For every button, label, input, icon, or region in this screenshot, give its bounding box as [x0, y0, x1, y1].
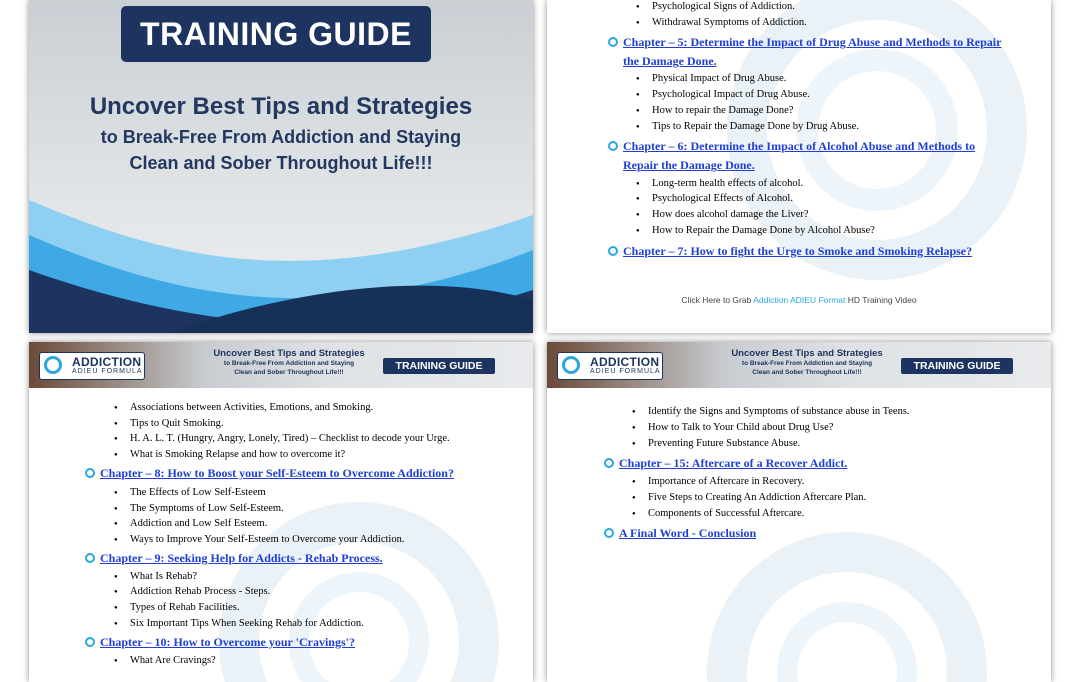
- chapter-5-link[interactable]: Chapter – 5: Determine the Impact of Drug Abuse and Methods to Repair: [623, 35, 1002, 49]
- chapter-7-entry: [608, 242, 972, 261]
- chapter-7-link[interactable]: Chapter – 7: How to fight the Urge to Smoke and Smoking Relapse?: [623, 244, 973, 258]
- logo-subtext: ADIEU FORMULA: [72, 368, 143, 375]
- list-item: ● Importance of Aftercare in Recovery.: [648, 475, 804, 489]
- list-item: ● What Are Cravings?: [130, 654, 216, 668]
- chapter-8-link[interactable]: Chapter – 8: How to Boost your Self-Esteem to Overcome Addiction?: [100, 466, 454, 480]
- banner-tag-line2: to Break-Free From Addiction and Staying: [741, 360, 873, 367]
- banner-tag-line2: to Break-Free From Addiction and Staying: [223, 360, 355, 367]
- cover-subline-1: to Break-Free From Addiction and Staying: [100, 127, 462, 147]
- chapter-10-entry: [85, 633, 355, 652]
- page-header-banner: [547, 342, 1051, 388]
- chapter-15-entry: [604, 454, 847, 473]
- list-item: ● Withdrawal Symptoms of Addiction.: [652, 16, 807, 30]
- banner-badge: TRAINING GUIDE: [901, 358, 1013, 374]
- banner-tag-line3: Clean and Sober Throughout Life!!!: [752, 369, 862, 376]
- chapter-bullet-icon: [608, 141, 618, 151]
- banner-tag-line1: Uncover Best Tips and Strategies: [731, 348, 883, 359]
- training-video-link[interactable]: [547, 295, 1051, 305]
- chapter-5-entry: [608, 33, 1001, 71]
- logo-ring-icon: [562, 356, 580, 374]
- conclusion-link[interactable]: A Final Word - Conclusion: [619, 526, 757, 540]
- cover-headline: Uncover Best Tips and Strategies: [89, 93, 473, 120]
- chapter-bullet-icon: [608, 37, 618, 47]
- list-item: ● H. A. L. T. (Hungry, Angry, Lonely, Tired) – Checklist to decode your Urge.: [130, 432, 450, 446]
- list-item: ● The Symptoms of Low Self-Esteem.: [130, 502, 284, 516]
- list-item: ● Components of Successful Aftercare.: [648, 507, 804, 521]
- cover-page: [29, 0, 533, 333]
- chapter-6-link-cont[interactable]: Repair the Damage Done.: [623, 158, 755, 172]
- list-item: ● Ways to Improve Your Self-Esteem to Overcome your Addiction.: [130, 533, 404, 547]
- logo-subtext: ADIEU FORMULA: [590, 368, 661, 375]
- banner-badge: TRAINING GUIDE: [383, 358, 495, 374]
- chapter-bullet-icon: [85, 637, 95, 647]
- list-item: ● What is Smoking Relapse and how to overcome it?: [130, 448, 345, 462]
- list-item: ● How to Talk to Your Child about Drug Use?: [648, 421, 833, 435]
- page-header-banner: [29, 342, 533, 388]
- logo-text: ADDICTION: [590, 355, 660, 369]
- chapter-9-link[interactable]: Chapter – 9: Seeking Help for Addicts - Rehab Process.: [100, 551, 383, 565]
- toc-page-2: [547, 0, 1051, 333]
- chapter-bullet-icon: [85, 468, 95, 478]
- footer-accent-link[interactable]: Addiction ADIEU Format: [753, 295, 846, 305]
- list-item: ● Addiction Rehab Process - Steps.: [130, 585, 270, 599]
- banner-tag-line1: Uncover Best Tips and Strategies: [213, 348, 365, 359]
- chapter-8-entry: [85, 464, 454, 483]
- footer-text-post: HD Training Video: [847, 295, 917, 305]
- list-item: ● Identify the Signs and Symptoms of substance abuse in Teens.: [648, 405, 910, 419]
- list-item: ● Associations between Activities, Emotions, and Smoking.: [130, 401, 373, 415]
- list-item: ● Types of Rehab Facilities.: [130, 601, 240, 615]
- chapter-9-entry: [85, 549, 383, 568]
- list-item: ● Psychological Effects of Alcohol.: [652, 192, 793, 206]
- chapter-6-entry: [608, 137, 975, 175]
- banner-tagline: [199, 348, 379, 377]
- toc-page-3: [29, 342, 533, 682]
- list-item: ● Tips to Quit Smoking.: [130, 417, 224, 431]
- chapter-15-link[interactable]: Chapter – 15: Aftercare of a Recover Addict.: [619, 456, 848, 470]
- brand-logo: [39, 352, 145, 380]
- list-item: ● Psychological Impact of Drug Abuse.: [652, 88, 810, 102]
- cover-subline-2: Clean and Sober Throughout Life!!!: [129, 153, 433, 173]
- list-item: ● What Is Rehab?: [130, 570, 197, 584]
- logo-text: ADDICTION: [72, 355, 142, 369]
- chapter-bullet-icon: [604, 528, 614, 538]
- list-item: ● How does alcohol damage the Liver?: [652, 208, 809, 222]
- chapter-5-link-cont[interactable]: the Damage Done.: [623, 54, 717, 68]
- list-item: ● How to repair the Damage Done?: [652, 104, 793, 118]
- list-item: ● Addiction and Low Self Esteem.: [130, 517, 267, 531]
- chapter-6-link[interactable]: Chapter – 6: Determine the Impact of Alcohol Abuse and Methods to: [623, 139, 976, 153]
- list-item: ● Psychological Signs of Addiction.: [652, 0, 795, 14]
- list-item: ● Tips to Repair the Damage Done by Drug Abuse.: [652, 120, 859, 134]
- list-item: ● Long-term health effects of alcohol.: [652, 177, 803, 191]
- list-item: ● Physical Impact of Drug Abuse.: [652, 72, 786, 86]
- chapter-10-link[interactable]: Chapter – 10: How to Overcome your 'Cravings'?: [100, 635, 355, 649]
- chapter-bullet-icon: [608, 246, 618, 256]
- banner-tag-line3: Clean and Sober Throughout Life!!!: [234, 369, 344, 376]
- chapter-bullet-icon: [85, 553, 95, 563]
- list-item: ● The Effects of Low Self-Esteem: [130, 486, 266, 500]
- list-item: ● How to Repair the Damage Done by Alcohol Abuse?: [652, 224, 875, 238]
- banner-tagline: [717, 348, 897, 377]
- list-item: ● Preventing Future Substance Abuse.: [648, 437, 800, 451]
- chapter-bullet-icon: [604, 458, 614, 468]
- cover-title-badge: TRAINING GUIDE: [121, 6, 431, 62]
- footer-text-pre: Click Here to Grab: [681, 295, 752, 305]
- logo-ring-icon: [44, 356, 62, 374]
- toc-page-4: [547, 342, 1051, 682]
- final-word-entry: [604, 524, 756, 543]
- list-item: ● Five Steps to Creating An Addiction Aftercare Plan.: [648, 491, 866, 505]
- list-item: ● Six Important Tips When Seeking Rehab for Addiction.: [130, 617, 364, 631]
- brand-logo: [557, 352, 663, 380]
